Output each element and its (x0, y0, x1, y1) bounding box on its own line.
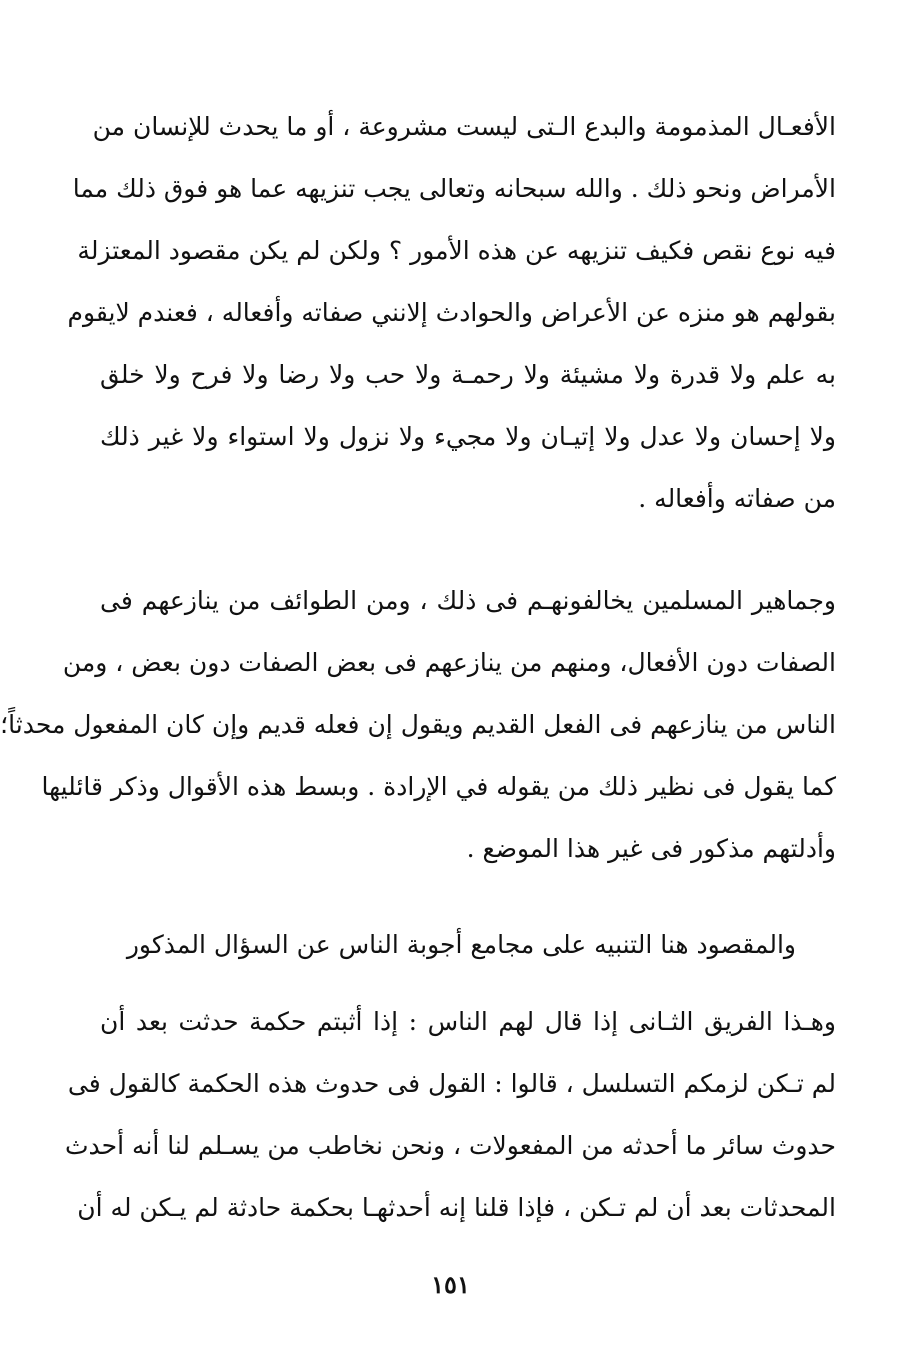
text-line: المحدثات بعد أن لم تـكن ، فإذا قلنا إنه أحدثهـا بحكمة حادثة لم يـكن له أن (77, 1193, 836, 1222)
text-line: الناس من ينازعهم فى الفعل القديم ويقول إن فعله قديم وإن كان المفعول محدثاً؛ (0, 710, 836, 739)
text-line: به علم ولا قدرة ولا مشيئة ولا رحمـة ولا حب ولا رضا ولا فرح ولا خلق (100, 360, 836, 389)
text-line: فيه نوع نقص فكيف تنزيهه عن هذه الأمور ؟ ولكن لم يكن مقصود المعتزلة (77, 236, 836, 265)
text-line: بقولهم هو منزه عن الأعراض والحوادث إلانني صفاته وأفعاله ، فعندم لايقوم (67, 298, 836, 327)
text-line: من صفاته وأفعاله . (638, 484, 836, 513)
text-line: الأمراض ونحو ذلك . والله سبحانه وتعالى يجب تنزيهه عما هو فوق ذلك مما (72, 174, 836, 203)
paragraph-4 (64, 991, 836, 1239)
text-line: وجماهير المسلمين يخالفونهـم فى ذلك ، ومن الطوائف من ينازعهم فى (100, 586, 836, 615)
paragraph-1 (67, 96, 836, 530)
text-line: الأفعـال المذمومة والبدع الـتى ليست مشروعة ، أو ما يحدث للإنسان من (92, 112, 836, 141)
text-line: كما يقول فى نظير ذلك من يقوله في الإرادة . وبسط هذه الأقوال وذكر قائليها (41, 772, 836, 801)
text-line: وهـذا الفريق الثـانى إذا قال لهم الناس : إذا أثبتم حكمة حدثت بعد أن (100, 1007, 836, 1036)
text-line: وأدلتهم مذكور فى غير هذا الموضع . (466, 834, 836, 863)
text-line: والمقصود هنا التنبيه على مجامع أجوبة الناس عن السؤال المذكور (126, 930, 796, 959)
paragraph-3 (100, 914, 836, 976)
text-line: الصفات دون الأفعال، ومنهم من ينازعهم فى بعض الصفات دون بعض ، ومن (62, 648, 836, 677)
text-line: ولا إحسان ولا عدل ولا إتيـان ولا مجيء ولا نزول ولا استواء ولا غير ذلك (100, 422, 836, 451)
paragraph-2 (0, 570, 836, 880)
text-line: حدوث سائر ما أحدثه من المفعولات ، ونحن نخاطب من يسـلم لنا أنه أحدث (64, 1131, 836, 1160)
text-line: لم تـكن لزمكم التسلسل ، قالوا : القول فى حدوث هذه الحكمة كالقول فى (67, 1069, 836, 1098)
page-number: ١٥١ (431, 1270, 470, 1299)
